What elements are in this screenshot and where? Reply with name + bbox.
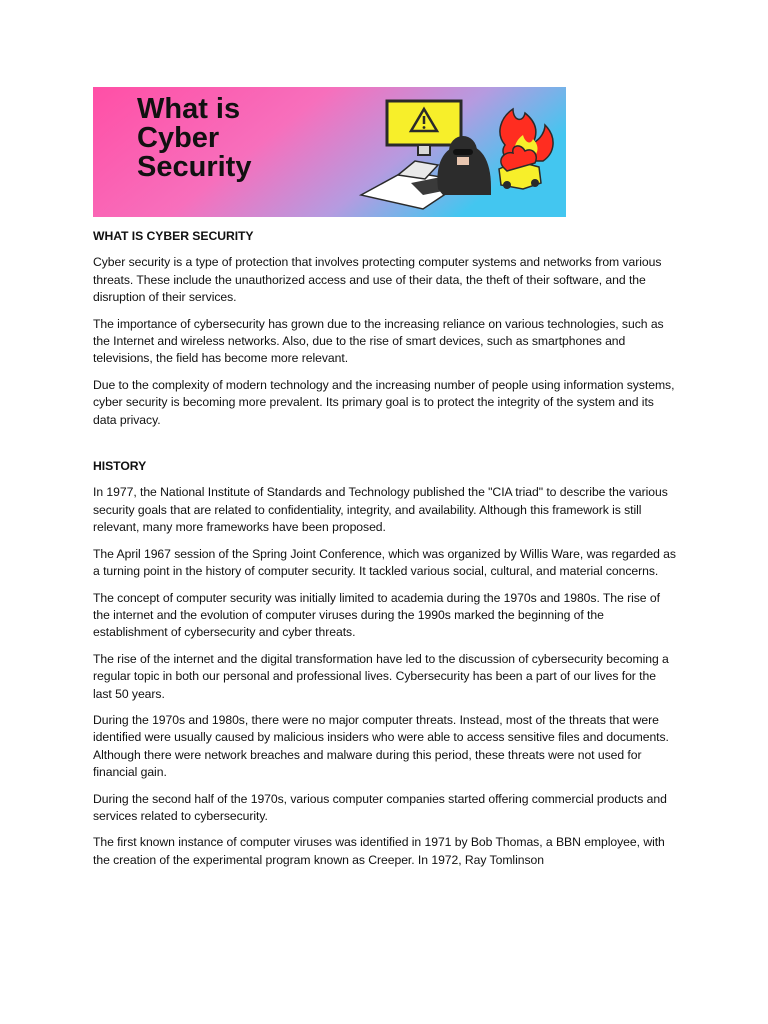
document-body	[93, 228, 678, 878]
paragraph: During the 1970s and 1980s, there were no major computer threats. Instead, most of the threats that were identified were usually caused by malicious insiders who were able to access sensitive files and documents. Although there were network breaches and malware during this period, these threats were not used for financial gain.	[93, 712, 669, 780]
paragraph: During the second half of the 1970s, various computer companies started offering commercial products and services related to cybersecurity.	[93, 791, 667, 823]
paragraph: The April 1967 session of the Spring Joint Conference, which was organized by Willis Ware, was regarded as a turning point in the history of computer security. It tackled various social, cultural, and material concerns.	[93, 546, 676, 579]
banner-title-line-3: Security	[137, 151, 252, 183]
paragraph: Due to the complexity of modern technology and the increasing number of people using information systems, cyber security is becoming more prevalent. Its primary goal is to protect the integrity of the system and its data privacy.	[93, 377, 675, 427]
paragraph: The first known instance of computer viruses was identified in 1971 by Bob Thomas, a BBN employee, with the creation of the experimental program known as Creeper. In 1972, Ray Tomlinson	[93, 835, 665, 867]
paragraph: Cyber security is a type of protection that involves protecting computer systems and networks from various threats. These include the unauthorized access and use of their data, the theft of their software, and the disruption of their services.	[93, 255, 662, 305]
banner-title-line-2: Cyber	[137, 122, 220, 154]
paragraph: The rise of the internet and the digital transformation have led to the discussion of cybersecurity becoming a regular topic in both our personal and professional lives. Cybersecurity has been a part of our lives for the last 50 years.	[93, 651, 669, 701]
banner-illustration	[93, 87, 566, 217]
banner-image	[93, 87, 566, 217]
paragraph: In 1977, the National Institute of Standards and Technology published the "CIA triad" to describe the various security goals that are related to confidentiality, integrity, and availability. Although this framework is still relevant, many more frameworks have been proposed.	[93, 485, 668, 535]
section-heading-what-is: WHAT IS CYBER SECURITY	[93, 229, 254, 243]
banner-title-line-1: What is	[137, 93, 241, 125]
paragraph: The concept of computer security was initially limited to academia during the 1970s and 1980s. The rise of the internet and the evolution of computer viruses during the 1990s marked the beginning of the establishment of cybersecurity and cyber threats.	[93, 590, 660, 640]
paragraph: The importance of cybersecurity has grown due to the increasing reliance on various technologies, such as the Internet and wireless networks. Also, due to the rise of smart devices, such as smartphones and televisions, the field has become more relevant.	[93, 316, 664, 366]
section-heading-history: HISTORY	[93, 459, 147, 474]
